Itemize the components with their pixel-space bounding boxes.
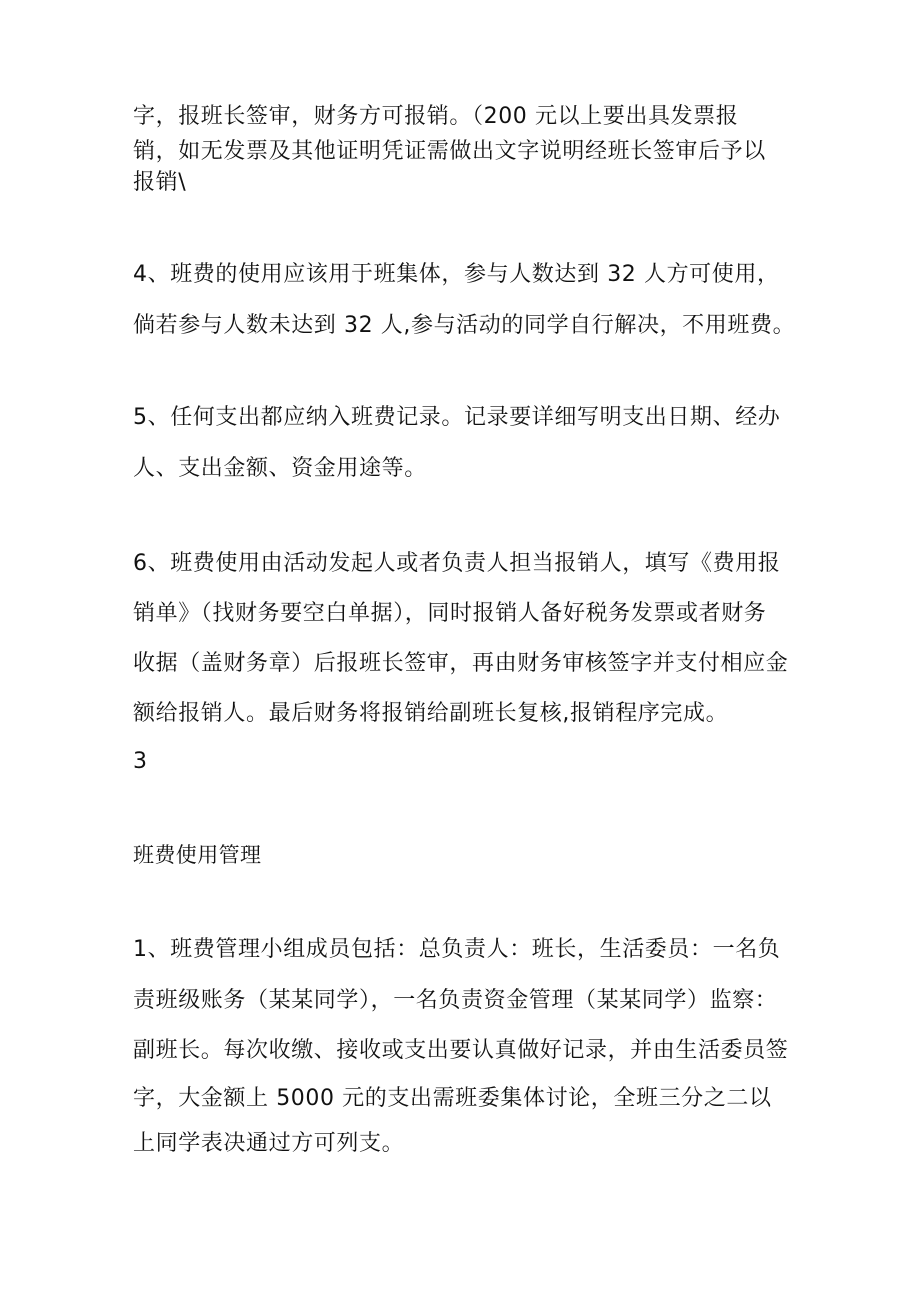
item4-line-1: 4、班费的使用应该用于班集体，参与人数达到 32 人方可使用， xyxy=(133,262,780,287)
section-title: 班费使用管理 xyxy=(133,843,262,867)
item6-line-3: 收据（盖财务章）后报班长签审，再由财务审核签字并支付相应金 xyxy=(133,651,789,676)
page-number: 3 xyxy=(133,749,148,774)
item1-line-4: 字，大金额上 5000 元的支出需班委集体讨论，全班三分之二以 xyxy=(133,1086,772,1111)
intro-line-3: 报销\ xyxy=(133,170,187,195)
item1-line-1: 1、班费管理小组成员包括：总负责人：班长，生活委员：一名负 xyxy=(133,937,781,962)
item4-line-2: 倘若参与人数未达到 32 人,参与活动的同学自行解决，不用班费。 xyxy=(133,313,796,338)
item1-line-2: 责班级账务（某某同学），一名负责资金管理（某某同学）监察： xyxy=(133,988,778,1013)
intro-line-2: 销，如无发票及其他证明凭证需做出文字说明经班长签审后予以 xyxy=(133,139,766,164)
intro-line-1: 字，报班长签审，财务方可报销。（200 元以上要出具发票报 xyxy=(133,104,739,129)
item6-line-4: 额给报销人。最后财务将报销给副班长复核,报销程序完成。 xyxy=(133,701,729,726)
item6-line-2: 销单》（找财务要空白单据），同时报销人备好税务发票或者财务 xyxy=(133,601,767,626)
item1-line-5: 上同学表决通过方可列支。 xyxy=(133,1131,405,1156)
item5-line-1: 5、任何支出都应纳入班费记录。记录要详细写明支出日期、经办 xyxy=(133,405,781,430)
item5-line-2: 人、支出金额、资金用途等。 xyxy=(133,456,427,481)
item1-line-3: 副班长。每次收缴、接收或支出要认真做好记录，并由生活委员签 xyxy=(133,1038,789,1063)
item6-line-1: 6、班费使用由活动发起人或者负责人担当报销人，填写《费用报 xyxy=(133,551,781,576)
